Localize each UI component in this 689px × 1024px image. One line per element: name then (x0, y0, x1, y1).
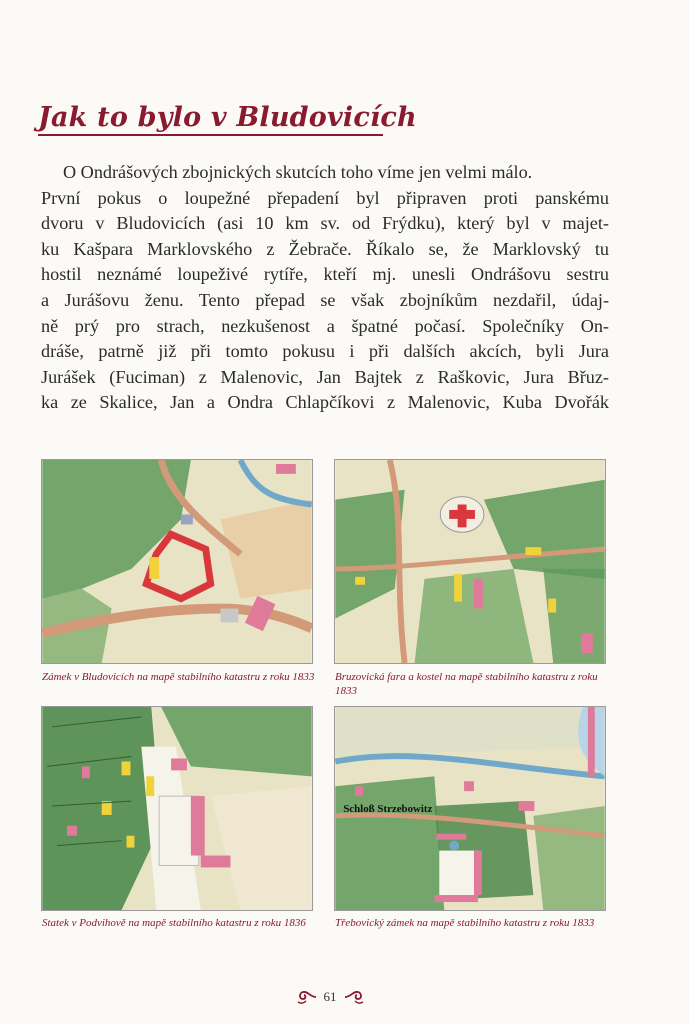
left-ornament-icon (294, 988, 318, 1006)
paragraph-line: hostil neznámé loupeživé rytíře, kteří mj. unesli Ondrášovu sestru (41, 264, 609, 285)
figure-caption: Bruzovická fara a kostel na mapě stabilního katastru z roku 1833 (335, 671, 598, 697)
figure-caption: Třebovický zámek na mapě stabilního katastru z roku 1833 (335, 917, 595, 929)
paragraph-line: ku Kašpara Marklovského z Žebrače. Říkalo se, že Marklovský tu (41, 238, 609, 259)
paragraph-line: ně prý pro strach, nezkušenost a špatné počasí. Společníky On- (41, 315, 609, 336)
map-figure-bruzovice (334, 459, 606, 664)
paragraph-line: ka ze Skalice, Jan a Ondra Chlapčíkovi z Malenovic, Kuba Dvořák (41, 392, 609, 413)
paragraph-line: dvoru v Bludovicích (asi 10 km sv. od Frýdku), který byl v majet- (41, 213, 609, 234)
page-number: 61 (323, 989, 337, 1004)
paragraph-line: dráše, patrně již při tomto pokusu i při dalších akcích, byli Jura (41, 341, 609, 362)
heading-underline (38, 134, 383, 136)
page-heading: Jak to bylo v Bludovicích (38, 102, 417, 133)
paragraph-line: Jurášek (Fuciman) z Malenovic, Jan Bajtek z Raškovic, Jura Břuz- (41, 366, 609, 387)
map-place-label: Schloß Strzebowitz (343, 802, 433, 815)
figure-caption: Zámek v Bludovicích na mapě stabilního katastru z roku 1833 (42, 671, 315, 683)
cadastral-map-image (42, 460, 312, 663)
paragraph-line: O Ondrášových zbojnických skutcích toho víme jen velmi málo. (63, 162, 533, 182)
cadastral-map-image (335, 707, 605, 910)
body-paragraph (41, 160, 609, 416)
paragraph-line: První pokus o loupežné přepadení byl připraven proti panskému (41, 187, 609, 208)
map-figure-bludovice (41, 459, 313, 664)
figure-caption: Statek v Podvihově na mapě stabilního katastru z roku 1836 (42, 917, 306, 929)
map-figure-trebovice (334, 706, 606, 911)
cadastral-map-image (42, 707, 312, 910)
page-footer (290, 986, 370, 1008)
cadastral-map-image (335, 460, 605, 663)
paragraph-line: a Jurášovu ženu. Tento přepad se však zbojníkům nezdařil, údaj- (41, 289, 609, 310)
right-ornament-icon (343, 988, 367, 1006)
map-figure-podvihov (41, 706, 313, 911)
